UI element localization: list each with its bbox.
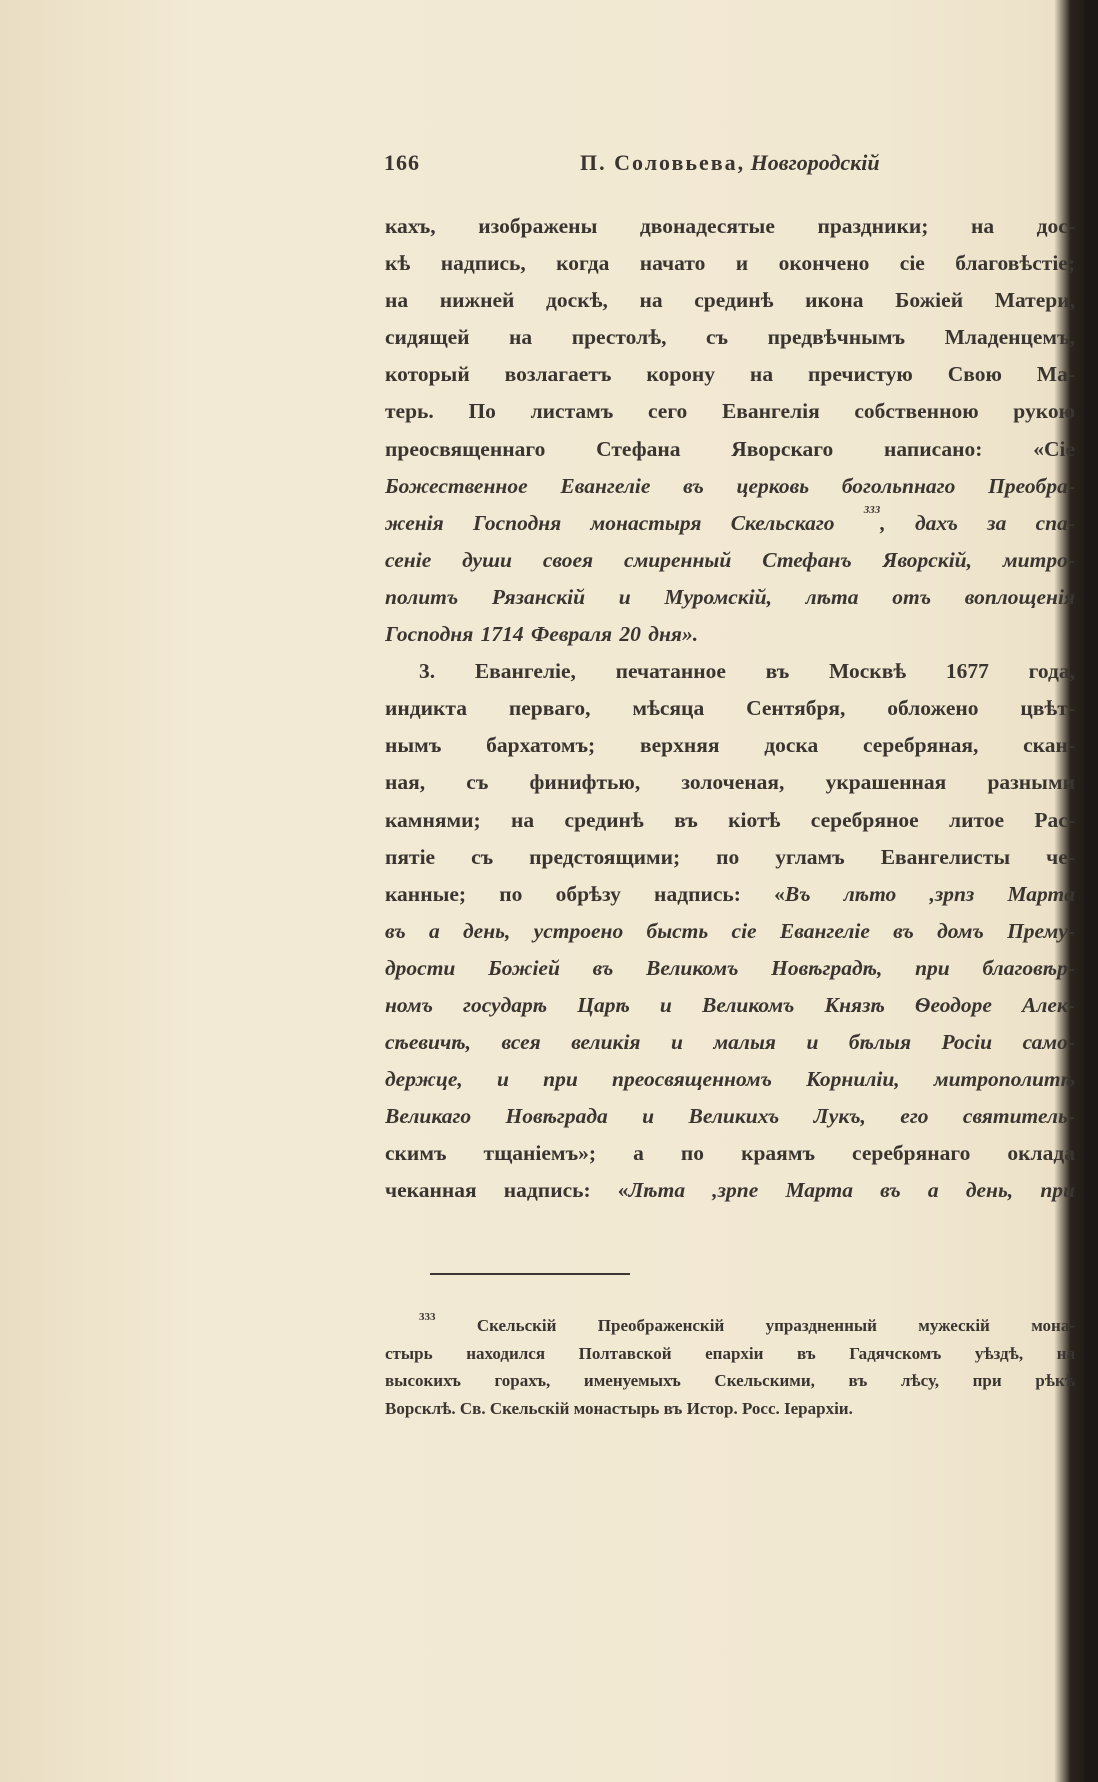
footnote-line <box>385 1312 1075 1340</box>
text-segment-italic: Лѣта ,зрпе Марта <box>628 1178 853 1203</box>
text-segment: , дахъ за спа- <box>880 510 1075 535</box>
text-line: сеніе души своея смиренный Стефанъ Яворскій, митро- <box>385 547 1075 572</box>
text-line: на нижней доскѣ, на срединѣ икона Божіей Матери, <box>385 288 1075 313</box>
text-segment: чеканная надпись: « <box>385 1178 629 1203</box>
text-line: нымъ бархатомъ; верхняя доска серебряная, скан- <box>385 733 1075 758</box>
text-line: сѣевичѣ, всея великія и малыя и бѣлыя Росіи само- <box>385 1030 1075 1055</box>
footnote-line: Ворсклѣ. Св. Скельскій монастырь въ Истор. Росс. Іерархіи. <box>385 1398 853 1418</box>
body-text <box>385 208 1075 1210</box>
running-header <box>384 150 924 180</box>
text-line: кахъ, изображены двонадесятые праздники; на дос- <box>385 214 1075 238</box>
text-line: номъ государѣ Царѣ и Великомъ Князѣ Ѳеодоре Алек- <box>385 992 1075 1017</box>
running-work-title: Новгородскій <box>750 150 880 175</box>
footnote-line: стырь находился Полтавской епархіи въ Гадячскомъ уѣздѣ, на <box>385 1343 1075 1363</box>
footnote-mark: 333 <box>419 1312 436 1323</box>
text-segment: канные; по обрѣзу надпись: « <box>385 881 785 906</box>
text-segment: Скельскій Преображенскій упраздненный мужескій мона- <box>476 1316 1075 1335</box>
text-line: индикта перваго, мѣсяца Сентября, обложено цвѣт- <box>385 696 1075 721</box>
text-line: Господня 1714 Февраля 20 дня». <box>385 622 699 647</box>
text-line: держце, и при преосвященномъ Корнилiи, митрополитѣ <box>385 1067 1075 1092</box>
text-line: который возлагаетъ корону на пречистую Свою Ма- <box>385 362 1075 387</box>
text-line: дрости Божіей въ Великомъ Новѣградѣ, при благовѣр- <box>385 955 1075 980</box>
text-line: камнями; на срединѣ въ кіотѣ серебряное литое Рас- <box>385 807 1075 832</box>
text-line <box>385 505 1075 542</box>
text-line: въ а день, устроено бысть сіе Евангеліе въ домъ Прему- <box>385 918 1075 943</box>
text-line: ная, съ финифтью, золоченая, украшенная разными <box>385 770 1075 795</box>
footnote-divider <box>430 1273 630 1275</box>
text-line: пятіе съ предстоящими; по угламъ Евангелисты че- <box>385 844 1075 869</box>
text-line: скимъ тщаніемъ»; а по краямъ серебрянаго оклада <box>385 1141 1075 1166</box>
footnote-line: высокихъ горахъ, именуемыхъ Скельскими, въ лѣсу, при рѣкѣ <box>385 1371 1075 1390</box>
footnote-block <box>385 1312 1075 1422</box>
text-line <box>385 876 1075 913</box>
footnote-reference[interactable]: 333 <box>863 504 881 516</box>
text-line: преосвященнаго Стефана Яворскаго написано: «Сіе <box>385 436 1075 461</box>
text-line: политъ Рязанскій и Муромскій, лѣта отъ воплощенія <box>385 584 1075 609</box>
text-line: терь. По листамъ сего Евангелія собственною рукою <box>385 399 1075 424</box>
text-line: сидящей на престолѣ, съ предвѣчнымъ Младенцемъ, <box>385 325 1075 350</box>
text-line: Великаго Новѣграда и Великихъ Лукъ, его святитель- <box>385 1104 1075 1129</box>
paragraph-start-line: 3. Евангеліе, печатанное въ Москвѣ 1677 года, <box>419 659 1075 684</box>
text-segment-italic: въ а день, при <box>880 1178 1075 1203</box>
running-author: П. Соловьева, <box>580 150 746 175</box>
text-segment-italic: Въ лѣто ,зрпз Марта <box>784 881 1075 906</box>
text-line <box>385 1172 1075 1209</box>
text-line: кѣ надпись, когда начато и окончено сіе благовѣстіе; <box>385 251 1075 276</box>
text-segment: женія Господня монастыря Скельскаго <box>385 510 835 535</box>
page-number: 166 <box>384 150 420 175</box>
running-title <box>580 150 880 176</box>
text-line: Божественное Евангеліе въ церковь богольпнаго Преобра- <box>385 473 1075 498</box>
book-spine-edge <box>1084 0 1098 1782</box>
